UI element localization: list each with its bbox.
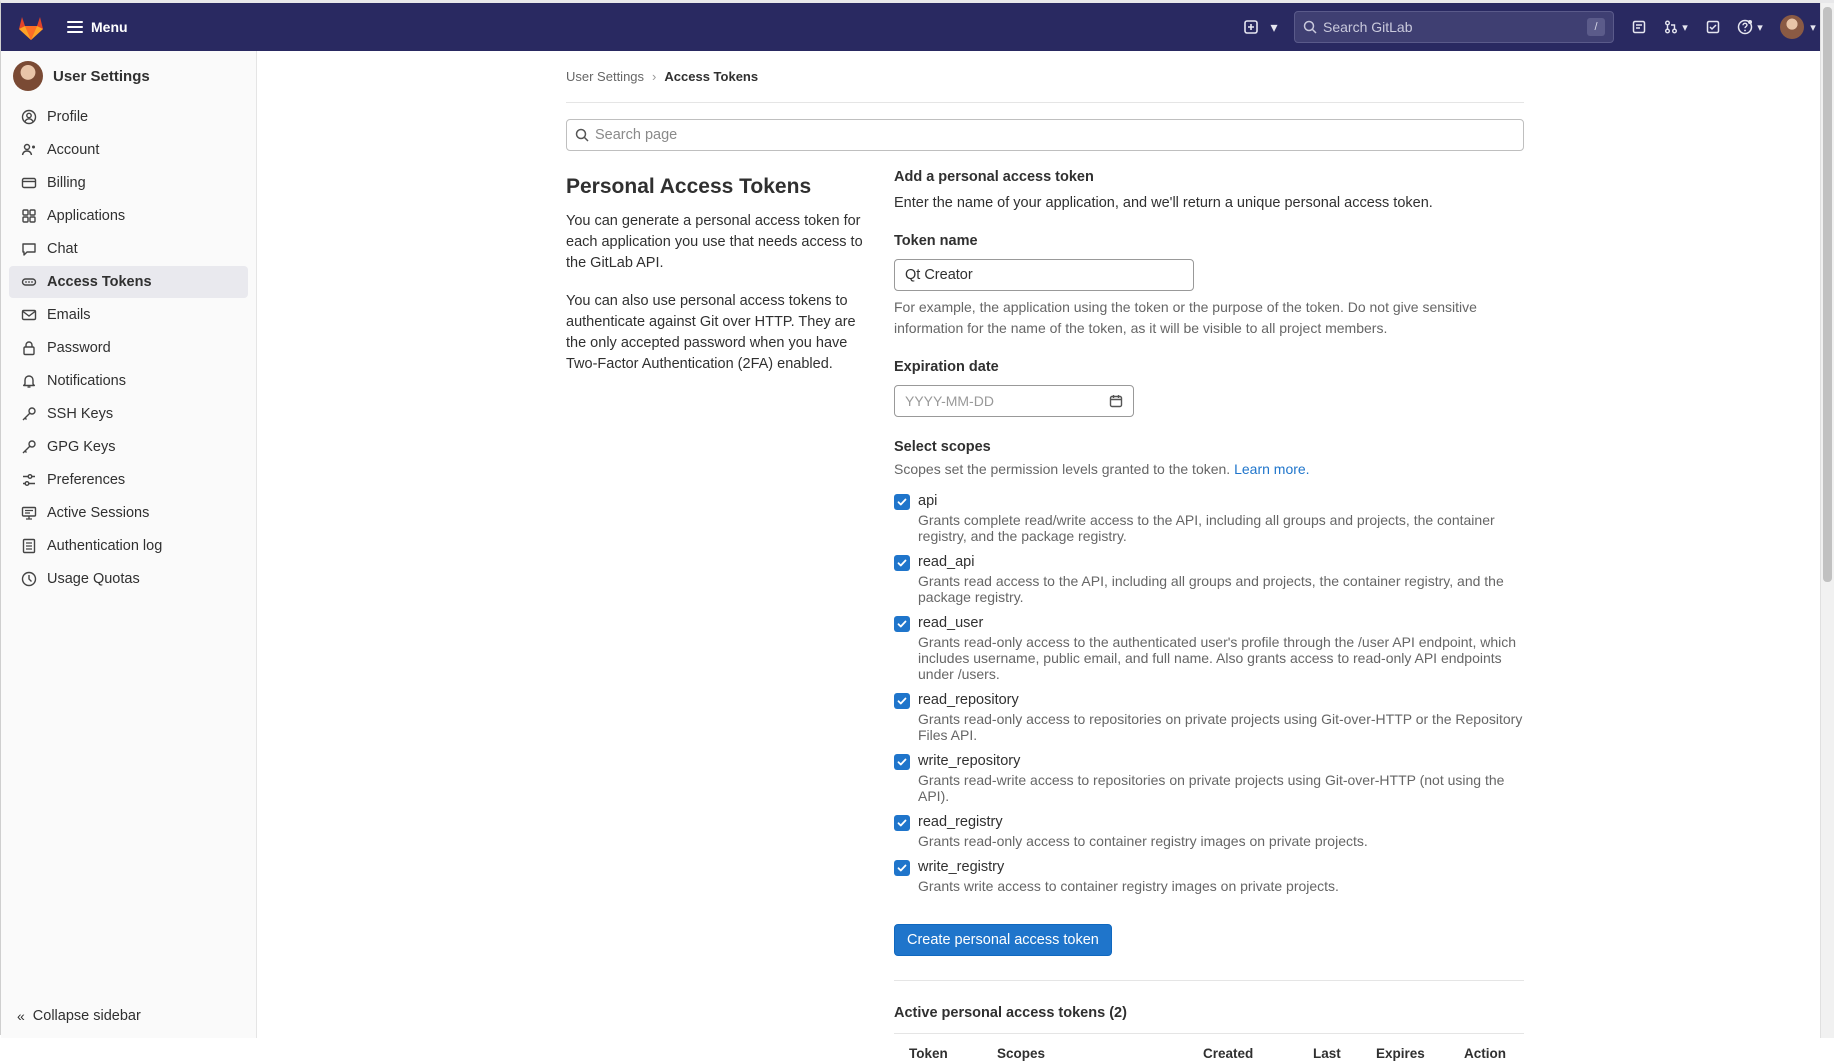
sidebar-nav xyxy=(1,97,256,600)
chevron-down-icon: ▾ xyxy=(1810,21,1816,34)
expiration-date-input[interactable] xyxy=(894,385,1134,417)
billing-icon xyxy=(21,175,37,191)
scope-name[interactable]: write_registry xyxy=(918,859,1005,875)
sidebar-item-label: Chat xyxy=(47,241,78,257)
quota-icon xyxy=(21,571,37,587)
scope-name[interactable]: read_user xyxy=(918,615,984,631)
search-shortcut-badge: / xyxy=(1587,18,1605,36)
merge-requests-icon[interactable]: ▾ xyxy=(1654,12,1698,42)
checkmark-icon xyxy=(896,557,908,569)
page-search-input[interactable] xyxy=(566,119,1524,151)
top-right-actions xyxy=(1236,3,1834,51)
expiration-placeholder: YYYY-MM-DD xyxy=(905,393,994,409)
sidebar-item-label: Profile xyxy=(47,109,89,125)
sidebar-item-ssh-keys[interactable] xyxy=(9,398,248,430)
scope-read-api xyxy=(894,552,1524,605)
chevron-down-icon[interactable]: ▾ xyxy=(1270,18,1278,35)
column-header[interactable]: Token xyxy=(909,1046,948,1061)
menu-button[interactable] xyxy=(67,19,128,35)
search-icon xyxy=(1303,20,1317,34)
breadcrumb xyxy=(566,51,1524,103)
breadcrumb-current[interactable]: Access Tokens xyxy=(664,69,759,84)
column-header[interactable]: Action xyxy=(1464,1046,1506,1061)
gitlab-logo-icon[interactable] xyxy=(15,11,47,43)
sidebar-item-preferences[interactable] xyxy=(9,464,248,496)
active-tokens-table-header xyxy=(894,1046,1524,1061)
scope-read-user xyxy=(894,613,1524,682)
main-content xyxy=(566,51,1524,1061)
profile-icon xyxy=(21,109,37,125)
checkmark-icon xyxy=(896,862,908,874)
sidebar-item-chat[interactable] xyxy=(9,233,248,265)
checkmark-icon xyxy=(896,695,908,707)
sidebar-item-label: Emails xyxy=(47,307,91,323)
form-description: Enter the name of your application, and we'll return a unique personal access token. xyxy=(894,195,1433,211)
scope-checkbox[interactable] xyxy=(894,815,910,831)
sidebar-item-password[interactable] xyxy=(9,332,248,364)
scopes-description xyxy=(894,461,1524,477)
scope-checkbox[interactable] xyxy=(894,494,910,510)
scope-checkbox[interactable] xyxy=(894,860,910,876)
sidebar-item-label: Preferences xyxy=(47,472,126,488)
sidebar-title: User Settings xyxy=(53,67,150,85)
scope-description: Grants complete read/write access to the API, including all groups and projects, the container registry, and the package registry. xyxy=(918,512,1495,544)
intro-section xyxy=(566,163,894,1061)
double-chevron-left-icon: « xyxy=(17,1008,25,1024)
bell-icon xyxy=(21,373,37,389)
calendar-icon[interactable] xyxy=(1109,394,1123,408)
top-navbar xyxy=(1,3,1834,51)
scope-read-registry xyxy=(894,812,1524,849)
intro-paragraph-1: You can generate a personal access token for each application you use that needs access to the GitLab API. xyxy=(566,213,863,271)
scope-description: Grants read access to the API, including all groups and projects, the container registry, and the package registry. xyxy=(918,573,1504,605)
scope-name[interactable]: read_repository xyxy=(918,692,1019,708)
scrollbar-thumb[interactable] xyxy=(1823,7,1832,582)
intro-paragraph-2: You can also use personal access tokens to authenticate against Git over HTTP. They are the only accepted password when you have Two-Factor Authentication (2FA) enabled. xyxy=(566,293,856,372)
scope-checkbox[interactable] xyxy=(894,693,910,709)
sidebar-item-account[interactable] xyxy=(9,134,248,166)
sidebar-item-profile[interactable] xyxy=(9,101,248,133)
issues-icon[interactable] xyxy=(1624,12,1654,42)
scope-name[interactable]: read_api xyxy=(918,554,975,570)
scope-name[interactable]: read_registry xyxy=(918,814,1003,830)
sidebar-item-label: Applications xyxy=(47,208,126,224)
lock-icon xyxy=(21,340,37,356)
collapse-label: Collapse sidebar xyxy=(32,1008,141,1024)
key-icon xyxy=(21,406,37,422)
search-icon xyxy=(575,128,589,142)
checkmark-icon xyxy=(896,817,908,829)
column-header[interactable]: Last xyxy=(1313,1046,1341,1061)
token-name-value: Qt Creator xyxy=(905,267,973,283)
form-heading: Add a personal access token xyxy=(894,169,1094,185)
preferences-icon xyxy=(21,472,37,488)
sidebar-item-label: Active Sessions xyxy=(47,505,150,521)
avatar xyxy=(1780,15,1804,39)
scope-checkbox[interactable] xyxy=(894,754,910,770)
monitor-icon xyxy=(21,505,37,521)
scope-description: Grants read-only access to the authenticated user's profile through the /user API endpoint, which includes username, public email, and full name. Also grants access to read-only API endpoints under /users. xyxy=(918,634,1517,682)
help-icon[interactable]: ▾ xyxy=(1728,12,1772,42)
global-search-input[interactable] xyxy=(1294,11,1614,43)
scope-checkbox[interactable] xyxy=(894,555,910,571)
sidebar-item-gpg-keys[interactable] xyxy=(9,431,248,463)
sidebar-item-access-tokens[interactable] xyxy=(9,266,248,298)
column-header[interactable]: Created xyxy=(1203,1046,1254,1061)
scope-description: Grants read-write access to repositories on private projects using Git-over-HTTP (not using the API). xyxy=(918,772,1505,804)
log-icon xyxy=(21,538,37,554)
sidebar-header[interactable] xyxy=(1,55,256,97)
sidebar-item-usage-quotas[interactable] xyxy=(9,563,248,595)
token-name-input[interactable] xyxy=(894,259,1194,291)
scope-write-repository xyxy=(894,751,1524,804)
scope-list xyxy=(894,491,1524,894)
sidebar-item-emails[interactable] xyxy=(9,299,248,331)
active-tokens-title: Active personal access tokens (2) xyxy=(894,1005,1524,1034)
vertical-scrollbar[interactable] xyxy=(1820,3,1834,1038)
settings-sidebar xyxy=(1,51,257,1038)
avatar xyxy=(13,61,43,91)
chat-icon xyxy=(21,241,37,257)
expiration-label: Expiration date xyxy=(894,359,999,375)
checkmark-icon xyxy=(896,756,908,768)
sidebar-item-billing[interactable] xyxy=(9,167,248,199)
scope-write-registry xyxy=(894,857,1524,894)
todo-icon[interactable] xyxy=(1698,12,1728,42)
scope-description: Grants read-only access to repositories on private projects using Git-over-HTTP or the Repository Files API. xyxy=(918,711,1523,743)
scope-checkbox[interactable] xyxy=(894,616,910,632)
learn-more-link[interactable]: Learn more. xyxy=(1234,461,1310,477)
collapse-sidebar-button[interactable] xyxy=(17,1008,141,1024)
sidebar-item-applications[interactable] xyxy=(9,200,248,232)
user-menu[interactable] xyxy=(1772,12,1824,42)
sidebar-item-notifications[interactable] xyxy=(9,365,248,397)
token-name-label: Token name xyxy=(894,233,978,249)
chevron-right-icon: › xyxy=(652,69,657,84)
sidebar-item-label: SSH Keys xyxy=(47,406,114,422)
token-form xyxy=(894,163,1524,1061)
create-token-button[interactable]: Create personal access token xyxy=(894,924,1112,956)
token-name-help: For example, the application using the token or the purpose of the token. Do not give sensitive information for the name of the token, as it will be visible to all project members. xyxy=(894,299,1477,336)
scope-description: Grants read-only access to container registry images on private projects. xyxy=(918,833,1368,849)
sidebar-item-authentication-log[interactable] xyxy=(9,530,248,562)
token-icon xyxy=(21,274,37,290)
column-header[interactable]: Expires xyxy=(1376,1046,1425,1061)
account-icon xyxy=(21,142,37,158)
sidebar-item-label: Usage Quotas xyxy=(47,571,140,587)
sidebar-item-label: Access Tokens xyxy=(47,274,152,290)
page-search-placeholder: Search page xyxy=(595,127,678,143)
page-title: Personal Access Tokens xyxy=(566,175,812,198)
scope-read-repository xyxy=(894,690,1524,743)
scope-name[interactable]: write_repository xyxy=(918,753,1021,769)
sidebar-item-label: Notifications xyxy=(47,373,126,389)
hamburger-icon xyxy=(67,21,83,33)
menu-label: Menu xyxy=(91,19,128,35)
key-icon xyxy=(21,439,37,455)
scope-description: Grants write access to container registry images on private projects. xyxy=(918,878,1339,894)
sidebar-item-label: Authentication log xyxy=(47,538,163,554)
sidebar-item-active-sessions[interactable] xyxy=(9,497,248,529)
checkmark-icon xyxy=(896,496,908,508)
mail-icon xyxy=(21,307,37,323)
sidebar-item-label: Account xyxy=(47,142,100,158)
checkmark-icon xyxy=(896,618,908,630)
scopes-description-text: Scopes set the permission levels granted to the token. xyxy=(894,461,1231,477)
divider xyxy=(894,980,1524,981)
scope-name[interactable]: api xyxy=(918,493,938,509)
applications-icon xyxy=(21,208,37,224)
breadcrumb-parent[interactable]: User Settings xyxy=(566,69,645,84)
search-placeholder: Search GitLab xyxy=(1323,19,1413,35)
sidebar-item-label: Password xyxy=(47,340,111,356)
sidebar-item-label: Billing xyxy=(47,175,86,191)
column-header[interactable]: Scopes xyxy=(997,1046,1046,1061)
scope-api xyxy=(894,491,1524,544)
sidebar-item-label: GPG Keys xyxy=(47,439,116,455)
scopes-label: Select scopes xyxy=(894,439,991,455)
create-new-icon[interactable] xyxy=(1236,12,1266,42)
